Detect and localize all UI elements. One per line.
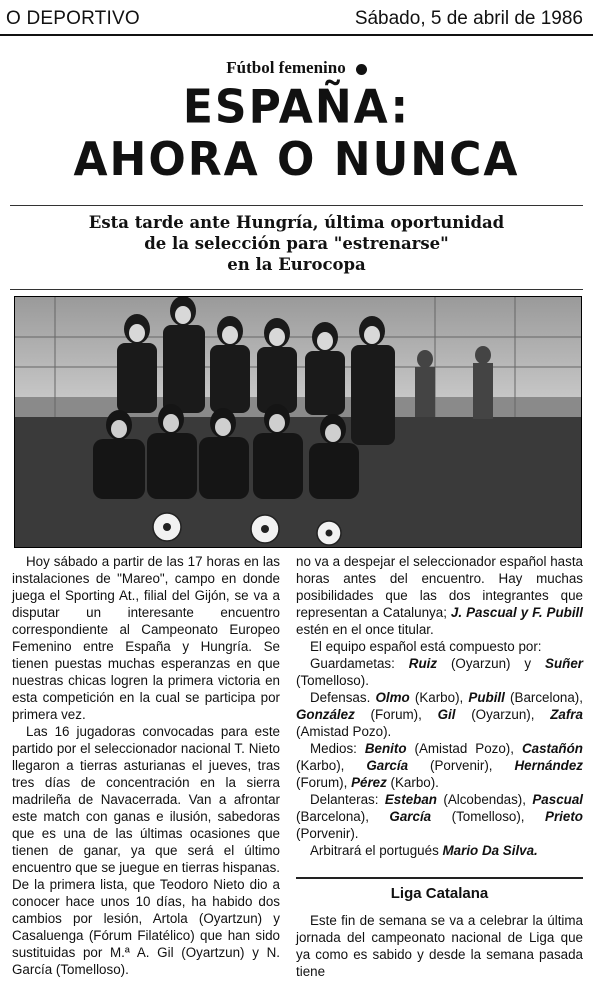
header-rule xyxy=(0,34,593,36)
kicker xyxy=(0,58,593,78)
subhead-line-2: de la selección para "estrenarse" xyxy=(144,234,449,253)
paragraph: Hoy sábado a partir de las 17 horas en las instalaciones de "Mareo", campo en donde juega el Sporting At., filial del Gijón, se va a disputar un interesante encuentro correspondiente al Campeonato Europeo Femenino entre España y Hungría. Se tienen puestas muchas esperanzas en que nuestras chicas logren la primera victoria en esta competición en la cual se participa por primera vez. xyxy=(12,554,280,722)
club: (Forum), xyxy=(296,775,348,790)
club: (Tomelloso), xyxy=(451,809,525,824)
article-column-left xyxy=(12,553,280,978)
club: (Porvenir). xyxy=(296,826,359,841)
club: (Barcelona), xyxy=(510,690,583,705)
text-run: Arbitrará el portugués xyxy=(310,843,439,858)
position-label: Delanteras: xyxy=(310,792,379,807)
player-name: González xyxy=(296,707,355,722)
player-name: Gil xyxy=(437,707,456,722)
article-column-right xyxy=(296,553,583,980)
player-name: García xyxy=(366,758,409,773)
player-name: Pascual xyxy=(532,792,583,807)
position-label: Medios: xyxy=(310,741,357,756)
club: (Barcelona), xyxy=(296,809,369,824)
text-run: no va a despejar el seleccionador español hasta horas antes del encuentro. Hay muchas posibilidades que las dos integrantes que representan a Catalunya; xyxy=(296,554,583,620)
player-name: Olmo xyxy=(375,690,410,705)
club: (Oyarzun), xyxy=(471,707,535,722)
lineup-goalkeepers xyxy=(296,655,583,689)
lineup-midfielders xyxy=(296,740,583,791)
team-photo-image xyxy=(15,297,581,547)
player-name: Zafra xyxy=(550,707,583,722)
team-photo xyxy=(14,296,582,548)
referee-name: Mario Da Silva. xyxy=(442,843,538,858)
club: (Karbo), xyxy=(414,690,464,705)
player-names: J. Pascual y F. Pubill xyxy=(450,605,583,620)
player-name: García xyxy=(389,809,432,824)
club: (Alcobendas), xyxy=(443,792,526,807)
paragraph xyxy=(296,553,583,638)
kicker-text: Fútbol femenino xyxy=(226,58,346,77)
player-name: Suñer xyxy=(545,656,583,671)
club: (Tomelloso). xyxy=(296,673,369,688)
headline-line-2: AHORA O NUNCA xyxy=(73,132,520,187)
club: (Oyarzun) y xyxy=(450,656,532,671)
club: (Karbo), xyxy=(296,758,345,773)
player-name: Hernández xyxy=(514,758,583,773)
issue-date: Sábado, 5 de abril de 1986 xyxy=(354,8,583,29)
lineup-forwards xyxy=(296,791,583,842)
lineup-defenders xyxy=(296,689,583,740)
section-name: O DEPORTIVO xyxy=(6,8,140,29)
player-name: Castañón xyxy=(521,741,583,756)
headline xyxy=(0,82,593,187)
bullet-icon xyxy=(356,64,367,75)
liga-catalana-title: Liga Catalana xyxy=(296,877,583,902)
referee-note xyxy=(296,842,583,859)
position-label: Defensas. xyxy=(310,690,371,705)
player-name: Ruiz xyxy=(408,656,438,671)
subheadline xyxy=(0,212,593,275)
club: (Forum), xyxy=(370,707,422,722)
divider xyxy=(10,205,583,206)
page-header xyxy=(0,0,593,36)
text-run: estén en el once titular. xyxy=(296,622,434,637)
player-name: Prieto xyxy=(545,809,583,824)
headline-line-1: ESPAÑA: xyxy=(182,80,411,134)
player-name: Pérez xyxy=(351,775,387,790)
club: (Amistad Pozo). xyxy=(296,724,392,739)
club: (Karbo). xyxy=(390,775,439,790)
divider xyxy=(10,289,583,290)
player-name: Pubill xyxy=(468,690,505,705)
paragraph: Las 16 jugadoras convocadas para este partido por el seleccionador nacional T. Nieto llegaron a tierras asturianas el jueves, tras tres días de concentración en la sierra madrileña de Navacerrada. Van a afrontar este match con ganas e ilusión, sabedoras que es una de las últimas ocasiones que tienen de ganar, ya que será el último encuentro que se juegue en tierras hispanas. De la primera lista, que Teodoro Nieto dio a conocer hace unos 10 días, ha habido dos cambios por lesión, Artola (Oyartzun) y Casaluenga (Fórum Filatélico) que han sido sustituidas por M.ª A. Gil (Oyartzun) y N. García (Tomelloso). xyxy=(12,724,280,977)
club: (Amistad Pozo), xyxy=(414,741,514,756)
paragraph: El equipo español está compuesto por: xyxy=(310,639,542,654)
club: (Porvenir), xyxy=(430,758,493,773)
player-name: Esteban xyxy=(384,792,437,807)
position-label: Guardametas: xyxy=(310,656,395,671)
subhead-line-3: en la Eurocopa xyxy=(227,255,366,274)
player-name: Benito xyxy=(364,741,407,756)
paragraph: Este fin de semana se va a celebrar la última jornada del campeonato nacional de Liga que ya como es sabido y desde la semana pasada tiene xyxy=(296,913,583,979)
subhead-line-1: Esta tarde ante Hungría, última oportunidad xyxy=(88,213,505,232)
